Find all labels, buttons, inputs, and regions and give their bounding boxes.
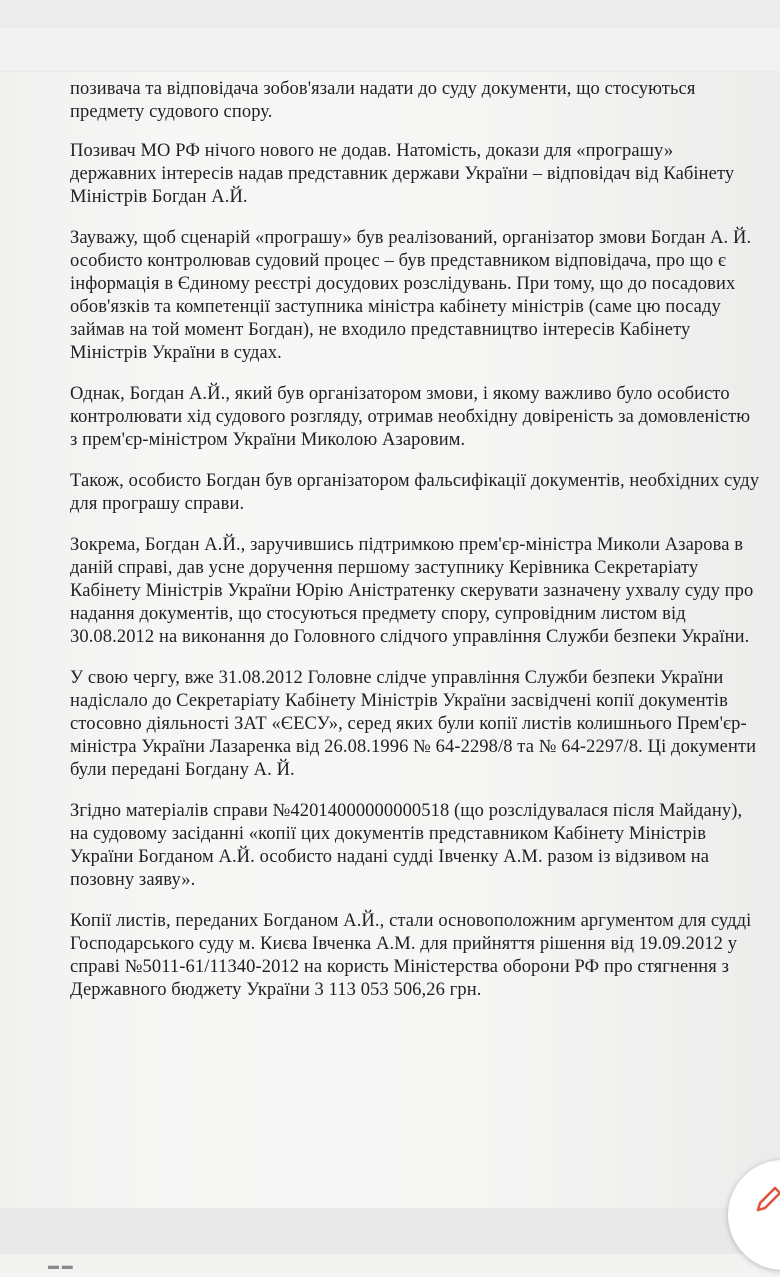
paragraph-1: позивача та відповідача зобов'язали надати до суду документи, що стосуються предмету судового спору. [70, 79, 696, 122]
next-page-edge [0, 1254, 780, 1277]
document-page [0, 72, 780, 1208]
paragraph-5: Також, особисто Богдан був організатором фальсифікації документів, необхідних суду для програшу справи. [70, 471, 760, 514]
page-gap [0, 1208, 780, 1254]
paragraph-4: Однак, Богдан А.Й., який був організатором змови, і якому важливо було особисто контролювати хід судового розгляду, отримав необхідну довіреність за домовленістю з прем'єр-міністром України Миколою Азаровим. [70, 384, 751, 450]
pencil-icon [754, 1184, 780, 1214]
paragraph-8: Згідно матеріалів справи №42014000000000518 (що розслідувалася після Майдану), на судовому засіданні «копії цих документів представником Кабінету Міністрів України Богданом А.Й. особисто надані судді Івченку А.М. разом із відзивом на позовну заяву». [70, 801, 743, 890]
paragraph-2: Позивач МО РФ нічого нового не додав. Натомість, докази для «програшу» державних інтересів надав представник держави України – відповідач від Кабінету Міністрів Богдан А.Й. [70, 141, 735, 207]
next-page-scrap: ▬ ▬ [48, 1262, 73, 1270]
document-body [70, 78, 760, 1020]
paragraph-9: Копії листів, переданих Богданом А.Й., стали основоположним аргументом для судді Господарського суду м. Києва Івченка А.М. для прийняття рішення від 19.09.2012 у справі №5011-61/11340-2012 на користь Міністерства оборони РФ про стягнення з Державного бюджету України 3 113 053 506,26 грн. [70, 911, 752, 1000]
paragraph-3: Зауважу, щоб сценарій «програшу» був реалізований, організатор змови Богдан А. Й. особисто контролював судовий процес – був представником відповідача, про що є інформація в Єдиному реєстрі досудових розслідувань. При тому, що до посадових обов'язків та компетенції заступника міністра кабінету міністрів (саме цю посаду займав на той момент Богдан), не входило представництво інтересів Кабінету Міністрів України в судах. [70, 228, 752, 363]
paragraph-7: У свою чергу, вже 31.08.2012 Головне слідче управління Служби безпеки України надіслало до Секретаріату Кабінету Міністрів України засвідчені копії документів стосовно діяльності ЗАТ «ЄЕСУ», серед яких були копії листів колишнього Прем'єр-міністра України Лазаренка від 26.08.1996 № 64-2298/8 та № 64-2297/8. Ці документи були передані Богдану А. Й. [70, 668, 757, 780]
paragraph-6: Зокрема, Богдан А.Й., заручившись підтримкою прем'єр-міністра Миколи Азарова в даній справі, дав усне доручення першому заступнику Керівника Секретаріату Кабінету Міністрів України Юрію Аністратенку скерувати зазначену ухвалу суду про надання документів, що стосуються предмету спору, супровідним листом від 30.08.2012 на виконання до Головного слідчого управління Служби безпеки України. [70, 535, 754, 647]
top-band [0, 0, 780, 28]
